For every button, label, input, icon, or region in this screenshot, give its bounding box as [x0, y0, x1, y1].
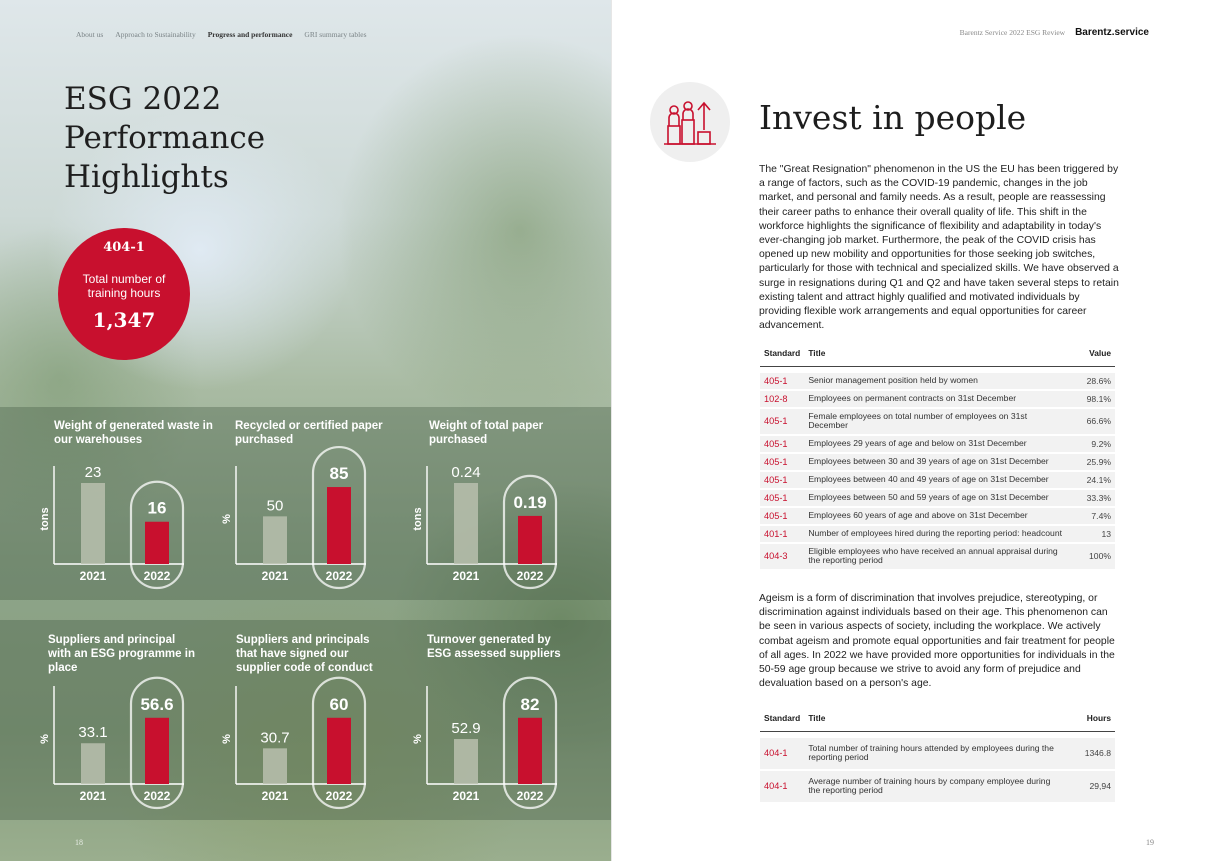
kpi-label: Suppliers and principal with an ESG programme in place: [48, 634, 195, 674]
value-label-2021: 52.9: [451, 720, 481, 738]
bar-2022: [327, 487, 351, 564]
section-title: Invest in people: [759, 98, 1027, 137]
kpi-label: Weight of generated waste in our warehouses: [54, 420, 213, 446]
bar-2022: [145, 718, 169, 784]
col-value: Value: [1067, 348, 1115, 367]
row-title: Female employees on total number of employees on 31st December: [804, 408, 1067, 435]
nav-gri-tables[interactable]: GRI summary tables: [304, 30, 367, 39]
value-label-2022: 16: [147, 498, 167, 518]
bar-2022: [518, 516, 542, 564]
year-label-2021: 2021: [79, 789, 107, 803]
table-row: [760, 408, 1115, 435]
kpi-label: Turnover generated by ESG assessed suppliers: [427, 634, 561, 660]
table-row: [760, 373, 1115, 390]
row-standard: 405-1: [760, 373, 804, 390]
year-label-2022: 2022: [143, 569, 171, 583]
year-label-2022: 2022: [516, 789, 544, 803]
row-value: 29,94: [1067, 770, 1115, 803]
row-title: Employees 29 years of age and below on 31st December: [804, 435, 1067, 453]
value-label-2022: 82: [520, 694, 540, 714]
running-header: [960, 27, 1149, 38]
axis-unit-label: %: [39, 734, 51, 744]
nav-approach[interactable]: Approach to Sustainability: [115, 30, 196, 39]
year-label-2021: 2021: [261, 789, 289, 803]
bar-2022: [145, 522, 169, 564]
table-row: [760, 435, 1115, 453]
year-label-2021: 2021: [79, 569, 107, 583]
value-label-2022: 60: [329, 694, 349, 714]
table-row: [760, 525, 1115, 543]
ageism-paragraph: Ageism is a form of discrimination that involves prejudice, stereotyping, or discrimination against individuals based on their age. This phenomenon can be seen in various aspects of society, including the workplace. We actively combat ageism and promote equal opportunities and fair treatment for people of all ages. In 2022 we have provided more opportunities for individuals in the 50-59 age group because we strive to avoid any form of prejudice and devaluation based on a person's age.: [759, 593, 1115, 690]
row-title: Eligible employees who have received an annual appraisal during the reporting period: [804, 543, 1067, 570]
axis-unit-label: %: [221, 514, 233, 524]
col-standard: Standard: [760, 348, 804, 367]
row-title: Employees on permanent contracts on 31st December: [804, 390, 1067, 408]
row-value: 24.1%: [1067, 471, 1115, 489]
value-label-2022: 56.6: [140, 694, 174, 714]
value-label-2021: 33.1: [78, 724, 108, 742]
value-label-2022: 85: [329, 464, 349, 484]
brand-logo: Barentz.service: [1075, 27, 1149, 38]
row-standard: 404-3: [760, 543, 804, 570]
bar-2021: [81, 483, 105, 564]
row-title: Employees between 30 and 39 years of age on 31st December: [804, 453, 1067, 471]
year-label-2022: 2022: [325, 789, 353, 803]
bar-2021: [263, 516, 287, 564]
row-standard: 404-1: [760, 770, 804, 803]
row-standard: 404-1: [760, 738, 804, 770]
row-title: Employees between 40 and 49 years of age on 31st December: [804, 471, 1067, 489]
axis-unit-label: tons: [39, 507, 51, 531]
table-row: [760, 489, 1115, 507]
value-label-2022: 0.19: [513, 492, 547, 512]
row-standard: 405-1: [760, 453, 804, 471]
page-number-right: 19: [1146, 838, 1154, 847]
value-label-2021: 0.24: [451, 464, 481, 481]
nav-about-us[interactable]: About us: [76, 30, 104, 39]
row-value: 100%: [1067, 543, 1115, 570]
training-hours-table: [760, 713, 1115, 804]
table-row: [760, 471, 1115, 489]
value-label-2021: 30.7: [260, 729, 290, 747]
row-standard: 102-8: [760, 390, 804, 408]
bar-2021: [454, 483, 478, 564]
row-value: 66.6%: [1067, 408, 1115, 435]
row-standard: 405-1: [760, 435, 804, 453]
row-title: Number of employees hired during the reporting period: headcount: [804, 525, 1067, 543]
row-standard: 405-1: [760, 408, 804, 435]
title-line-2: Performance: [64, 120, 266, 156]
col-hours: Hours: [1067, 713, 1115, 732]
row-title: Employees between 50 and 59 years of age on 31st December: [804, 489, 1067, 507]
row-standard: 405-1: [760, 489, 804, 507]
table-row: [760, 507, 1115, 525]
row-title: Total number of training hours attended by employees during the reporting period: [804, 738, 1067, 770]
bar-2021: [454, 739, 478, 784]
publication-title: Barentz Service 2022 ESG Review: [959, 28, 1066, 37]
table-row: [760, 738, 1115, 770]
col-title: Title: [804, 713, 1067, 732]
year-label-2021: 2021: [452, 569, 480, 583]
year-label-2021: 2021: [261, 569, 289, 583]
table-row: [760, 390, 1115, 408]
row-value: 9.2%: [1067, 435, 1115, 453]
table-row: [760, 453, 1115, 471]
axis-unit-label: %: [221, 734, 233, 744]
col-standard: Standard: [760, 713, 804, 732]
row-standard: 405-1: [760, 507, 804, 525]
title-line-1: ESG 2022: [64, 81, 222, 117]
badge-label: Total number of training hours: [82, 272, 166, 300]
table-row: [760, 543, 1115, 570]
bar-2021: [263, 748, 287, 784]
row-standard: 401-1: [760, 525, 804, 543]
employee-metrics-table: [760, 348, 1115, 571]
bar-2022: [518, 718, 542, 784]
intro-paragraph: The "Great Resignation" phenomenon in the US the EU has been triggered by a range of factors, such as the COVID-19 pandemic, changes in the job market, and personal and family needs. As a result, people are reassessing their career paths to enhance their overall quality of life. This shift in the workforce highlights the significance of flexibility and adaptability in today's ever-changing job market. Furthermore, the peak of the COVID crisis has opened up new mobility and opportunities for those seeking job switches, particularly for those with technical and specialized skills. We have observed a surge in resignations during Q1 and Q2 and have taken several steps to retain existing talent and attract highly qualified and motivated individuals by providing flexible work arrangements and equal opportunities for career advancement.: [759, 164, 1119, 332]
page-number-left: 18: [75, 838, 83, 847]
badge-value: 1,347: [92, 308, 156, 332]
row-value: 98.1%: [1067, 390, 1115, 408]
row-value: 1346.8: [1067, 738, 1115, 770]
badge-code: 404-1: [103, 240, 145, 255]
year-label-2021: 2021: [452, 789, 480, 803]
row-value: 33.3%: [1067, 489, 1115, 507]
table-row: [760, 770, 1115, 803]
kpi-label: Weight of total paper purchased: [429, 420, 544, 446]
col-title: Title: [804, 348, 1067, 367]
bar-2022: [327, 718, 351, 784]
year-label-2022: 2022: [325, 569, 353, 583]
bar-2021: [81, 743, 105, 784]
kpi-label: Suppliers and principals that have signed our supplier code of conduct: [236, 634, 373, 674]
kpi-label: Recycled or certified paper purchased: [235, 420, 383, 446]
value-label-2021: 23: [84, 464, 102, 481]
people-growth-icon: [650, 82, 730, 162]
year-label-2022: 2022: [516, 569, 544, 583]
row-title: Senior management position held by women: [804, 373, 1067, 390]
title-line-3: Highlights: [64, 159, 229, 195]
row-value: 28.6%: [1067, 373, 1115, 390]
right-page: [611, 0, 1222, 861]
row-standard: 405-1: [760, 471, 804, 489]
axis-unit-label: tons: [412, 507, 424, 531]
row-title: Average number of training hours by company employee during the reporting period: [804, 770, 1067, 803]
row-value: 7.4%: [1067, 507, 1115, 525]
row-title: Employees 60 years of age and above on 31st December: [804, 507, 1067, 525]
axis-unit-label: %: [412, 734, 424, 744]
row-value: 25.9%: [1067, 453, 1115, 471]
year-label-2022: 2022: [143, 789, 171, 803]
nav-progress[interactable]: Progress and performance: [207, 30, 293, 39]
value-label-2021: 50: [266, 497, 284, 515]
row-value: 13: [1067, 525, 1115, 543]
